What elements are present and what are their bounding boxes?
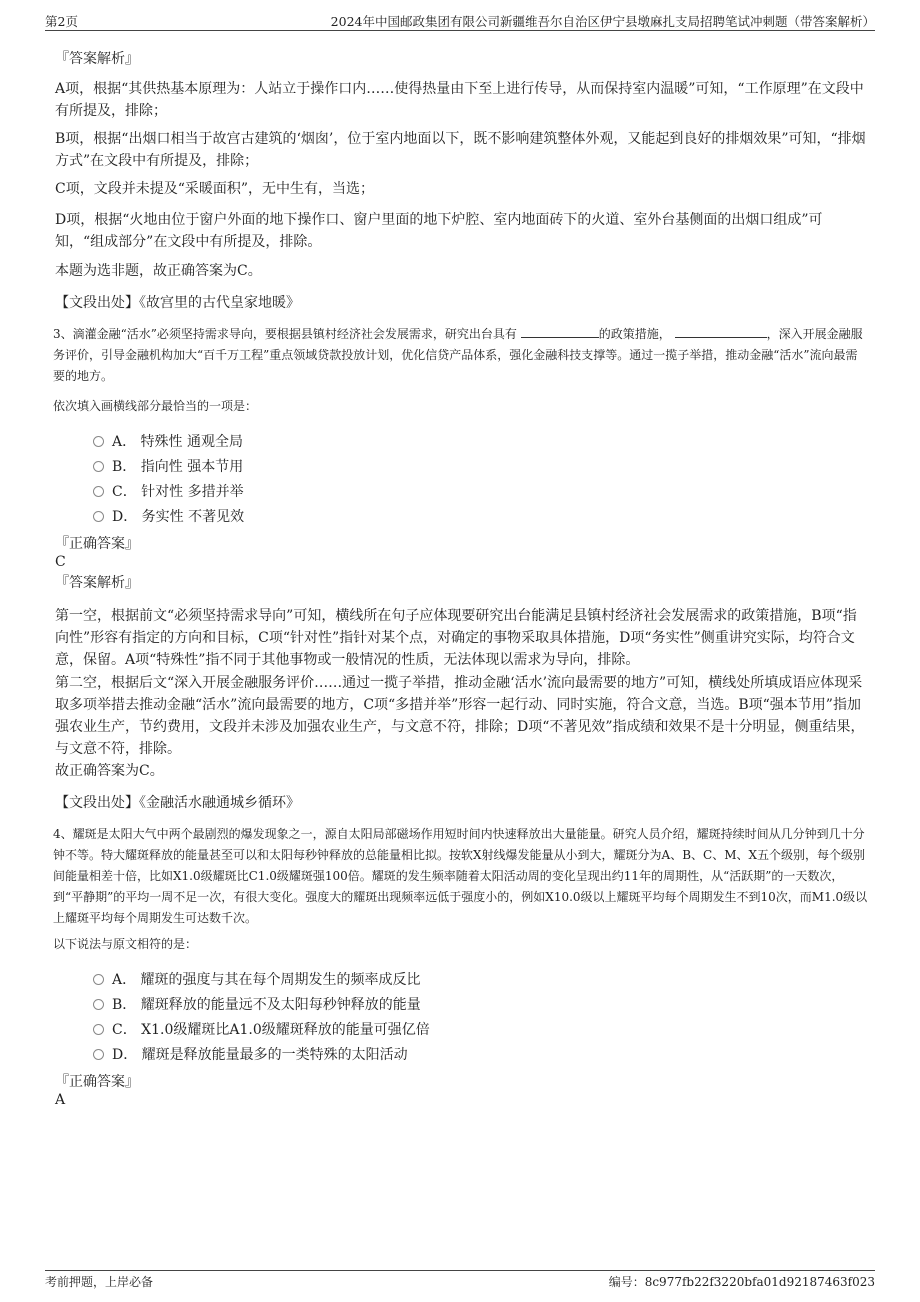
blank-2 xyxy=(675,325,767,338)
radio-icon[interactable] xyxy=(93,974,104,985)
radio-icon[interactable] xyxy=(93,461,104,472)
q4-option-b-label: B． 耀斑释放的能量远不及太阳每秒钟释放的能量 xyxy=(112,997,421,1013)
q3-stem-part3: ，深入开展金融服务评价，引导金融机构加大“百千万工程”重点领域贷款投放计划，优化信贷产品体系，强化金融科技支撑等。通过一揽子举措，推动金融“活水”流向最需要的地方。 xyxy=(53,327,863,383)
q3-stem-part1: 3、滴灌金融“活水”必须坚持需求导向，要根据县镇村经济社会发展需求，研究出台具有 xyxy=(53,327,517,341)
q3-option-b-label: B． 指向性 强本节用 xyxy=(112,459,244,475)
q2-analysis-b: B项，根据“出烟口相当于故宫古建筑的‘烟囱’，位于室内地面以下，既不影响建筑整体外观，又能起到良好的排烟效果”可知，“排烟方式”在文段中有所提及，排除； xyxy=(55,131,866,169)
radio-icon[interactable] xyxy=(93,486,104,497)
q4-stem: 4、耀斑是太阳大气中两个最剧烈的爆发现象之一，源自太阳局部磁场作用短时间内快速释放出大量能量。研究人员介绍，耀斑持续时间从几分钟到几十分钟不等。特大耀斑释放的能量甚至可以和太阳每秒钟释放的总能量相比拟。按软X射线爆发能量从小到大，耀斑分为A、B、C、M、X五个级别，每个级别间能量相差十倍，比如X1.0级耀斑比C1.0级耀斑强100倍。耀斑的发生频率随着太阳活动周的变化呈现出约11年的周期性，从“活跃期”的一天数次，到“平静期”的平均一周不足一次，有很大变化。强度大的耀斑出现频率远低于强度小的，例如X10.0级以上耀斑平均每个周期发生不到10次，而M1.0级以上耀斑平均每个周期发生可达数千次。 xyxy=(53,827,868,925)
q2-analysis-c: C项，文段并未提及“采暖面积”，无中生有，当选； xyxy=(55,181,375,197)
q3-option-c[interactable] xyxy=(93,482,244,502)
q3-option-a-label: A． 特殊性 通观全局 xyxy=(112,434,244,450)
page-header xyxy=(45,12,875,31)
q3-analysis-2: 第二空，根据后文“深入开展金融服务评价……通过一揽子举措，推动金融‘活水’流向最需要的地方”可知，横线处所填成语应体现采取多项举措去推动金融“活水”流向最需要的地方，C项“多措并举”形容一起行动、同时实施，符合文意，当选。B项“强本节用”指加强农业生产，节约费用，文段并未涉及加强农业生产，与文意不符，排除；D项“不著见效”指成绩和效果不是十分明显，侧重结果，与文意不符，排除。 xyxy=(55,675,865,757)
q2-analysis-d: D项，根据“火地由位于窗户外面的地下操作口、窗户里面的地下炉腔、室内地面砖下的火道、室外台基侧面的出烟口组成”可知，“组成部分”在文段中有所提及，排除。 xyxy=(55,212,823,250)
q4-option-c-label: C． X1.0级耀斑比A1.0级耀斑释放的能量可强亿倍 xyxy=(112,1022,430,1038)
q4-option-a-label: A． 耀斑的强度与其在每个周期发生的频率成反比 xyxy=(112,972,421,988)
q3-option-c-label: C． 针对性 多措并举 xyxy=(112,484,244,500)
q2-source: 【文段出处】《故宫里的古代皇家地暖》 xyxy=(55,295,300,311)
q2-analysis-a: A项，根据“其供热基本原理为：人站立于操作口内……使得热量由下至上进行传导，从而保持室内温暖”可知，“工作原理”在文段中有所提及，排除； xyxy=(55,81,864,119)
q4-prompt: 以下说法与原文相符的是： xyxy=(53,937,198,951)
q4-option-b[interactable] xyxy=(93,995,421,1015)
radio-icon[interactable] xyxy=(93,511,104,522)
q3-source: 【文段出处】《金融活水融通城乡循环》 xyxy=(55,795,300,811)
q3-stem xyxy=(53,324,869,387)
q3-option-d-label: D． 务实性 不著见效 xyxy=(112,509,245,525)
q3-prompt: 依次填入画横线部分最恰当的一项是： xyxy=(53,399,258,413)
q4-option-d-label: D． 耀斑是释放能量最多的一类特殊的太阳活动 xyxy=(112,1047,408,1063)
document-id: 编号：8c977fb22f3220bfa01d92187463f023 xyxy=(608,1275,875,1289)
q4-option-d[interactable] xyxy=(93,1045,408,1065)
q4-answer-label: 『正确答案』 xyxy=(55,1074,139,1090)
q3-analysis-label: 『答案解析』 xyxy=(55,575,139,591)
q4-option-c[interactable] xyxy=(93,1020,430,1040)
q3-answer: C xyxy=(55,554,66,570)
radio-icon[interactable] xyxy=(93,436,104,447)
page-footer xyxy=(45,1270,875,1289)
q3-answer-label: 『正确答案』 xyxy=(55,536,139,552)
page-number: 第2页 xyxy=(45,14,78,29)
radio-icon[interactable] xyxy=(93,1049,104,1060)
q4-answer: A xyxy=(55,1092,66,1108)
q3-analysis-1: 第一空，根据前文“必须坚持需求导向”可知，横线所在句子应体现要研究出台能满足县镇村经济社会发展需求的政策措施，B项“指向性”形容有指定的方向和目标，C项“针对性”指针对某个点，对确定的事物采取具体措施，D项“务实性”侧重讲究实际，均符合文意，保留。A项“特殊性”指不同于其他事物或一般情况的性质，无法体现以需求为导向，排除。 xyxy=(55,608,857,668)
q2-conclusion: 本题为选非题，故正确答案为C。 xyxy=(55,263,262,279)
q3-option-a[interactable] xyxy=(93,432,243,452)
document-title: 2024年中国邮政集团有限公司新疆维吾尔自治区伊宁县墩麻扎支局招聘笔试冲刺题（带答案解析） xyxy=(330,14,875,29)
q2-analysis-label: 『答案解析』 xyxy=(55,51,139,67)
q4-option-a[interactable] xyxy=(93,970,421,990)
q3-option-d[interactable] xyxy=(93,507,244,527)
q3-stem-part2: 的政策措施， xyxy=(598,327,671,341)
radio-icon[interactable] xyxy=(93,999,104,1010)
radio-icon[interactable] xyxy=(93,1024,104,1035)
blank-1 xyxy=(521,325,599,338)
footer-slogan: 考前押题，上岸必备 xyxy=(45,1275,154,1289)
q3-option-b[interactable] xyxy=(93,457,243,477)
q3-conclusion: 故正确答案为C。 xyxy=(55,763,164,779)
